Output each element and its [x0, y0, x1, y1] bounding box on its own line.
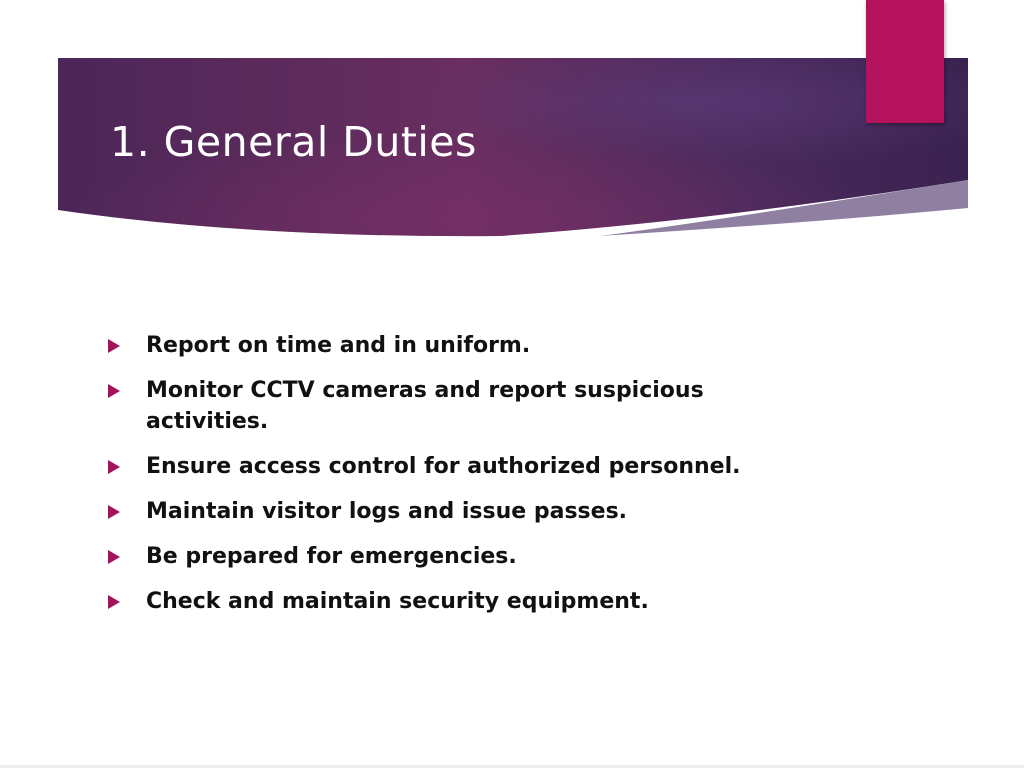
bullet-text: Report on time and in uniform.: [146, 333, 531, 358]
list-item: [108, 451, 748, 482]
bullet-text: Ensure access control for authorized personnel.: [146, 454, 741, 479]
list-item: [108, 586, 748, 617]
slide-title: 1. General Duties: [110, 118, 477, 166]
list-item: [108, 541, 748, 572]
list-item: [108, 375, 748, 437]
play-triangle-icon: [108, 550, 120, 564]
play-triangle-icon: [108, 339, 120, 353]
play-triangle-icon: [108, 460, 120, 474]
play-triangle-icon: [108, 505, 120, 519]
list-item: [108, 330, 748, 361]
list-item: [108, 496, 748, 527]
bullet-text: Be prepared for emergencies.: [146, 544, 517, 569]
play-triangle-icon: [108, 384, 120, 398]
bullet-text: Maintain visitor logs and issue passes.: [146, 499, 628, 524]
bullet-text: Check and maintain security equipment.: [146, 589, 649, 614]
bullet-list: [108, 330, 748, 631]
bullet-text: Monitor CCTV cameras and report suspicious activities.: [146, 378, 704, 434]
play-triangle-icon: [108, 595, 120, 609]
accent-tab: [866, 0, 944, 123]
